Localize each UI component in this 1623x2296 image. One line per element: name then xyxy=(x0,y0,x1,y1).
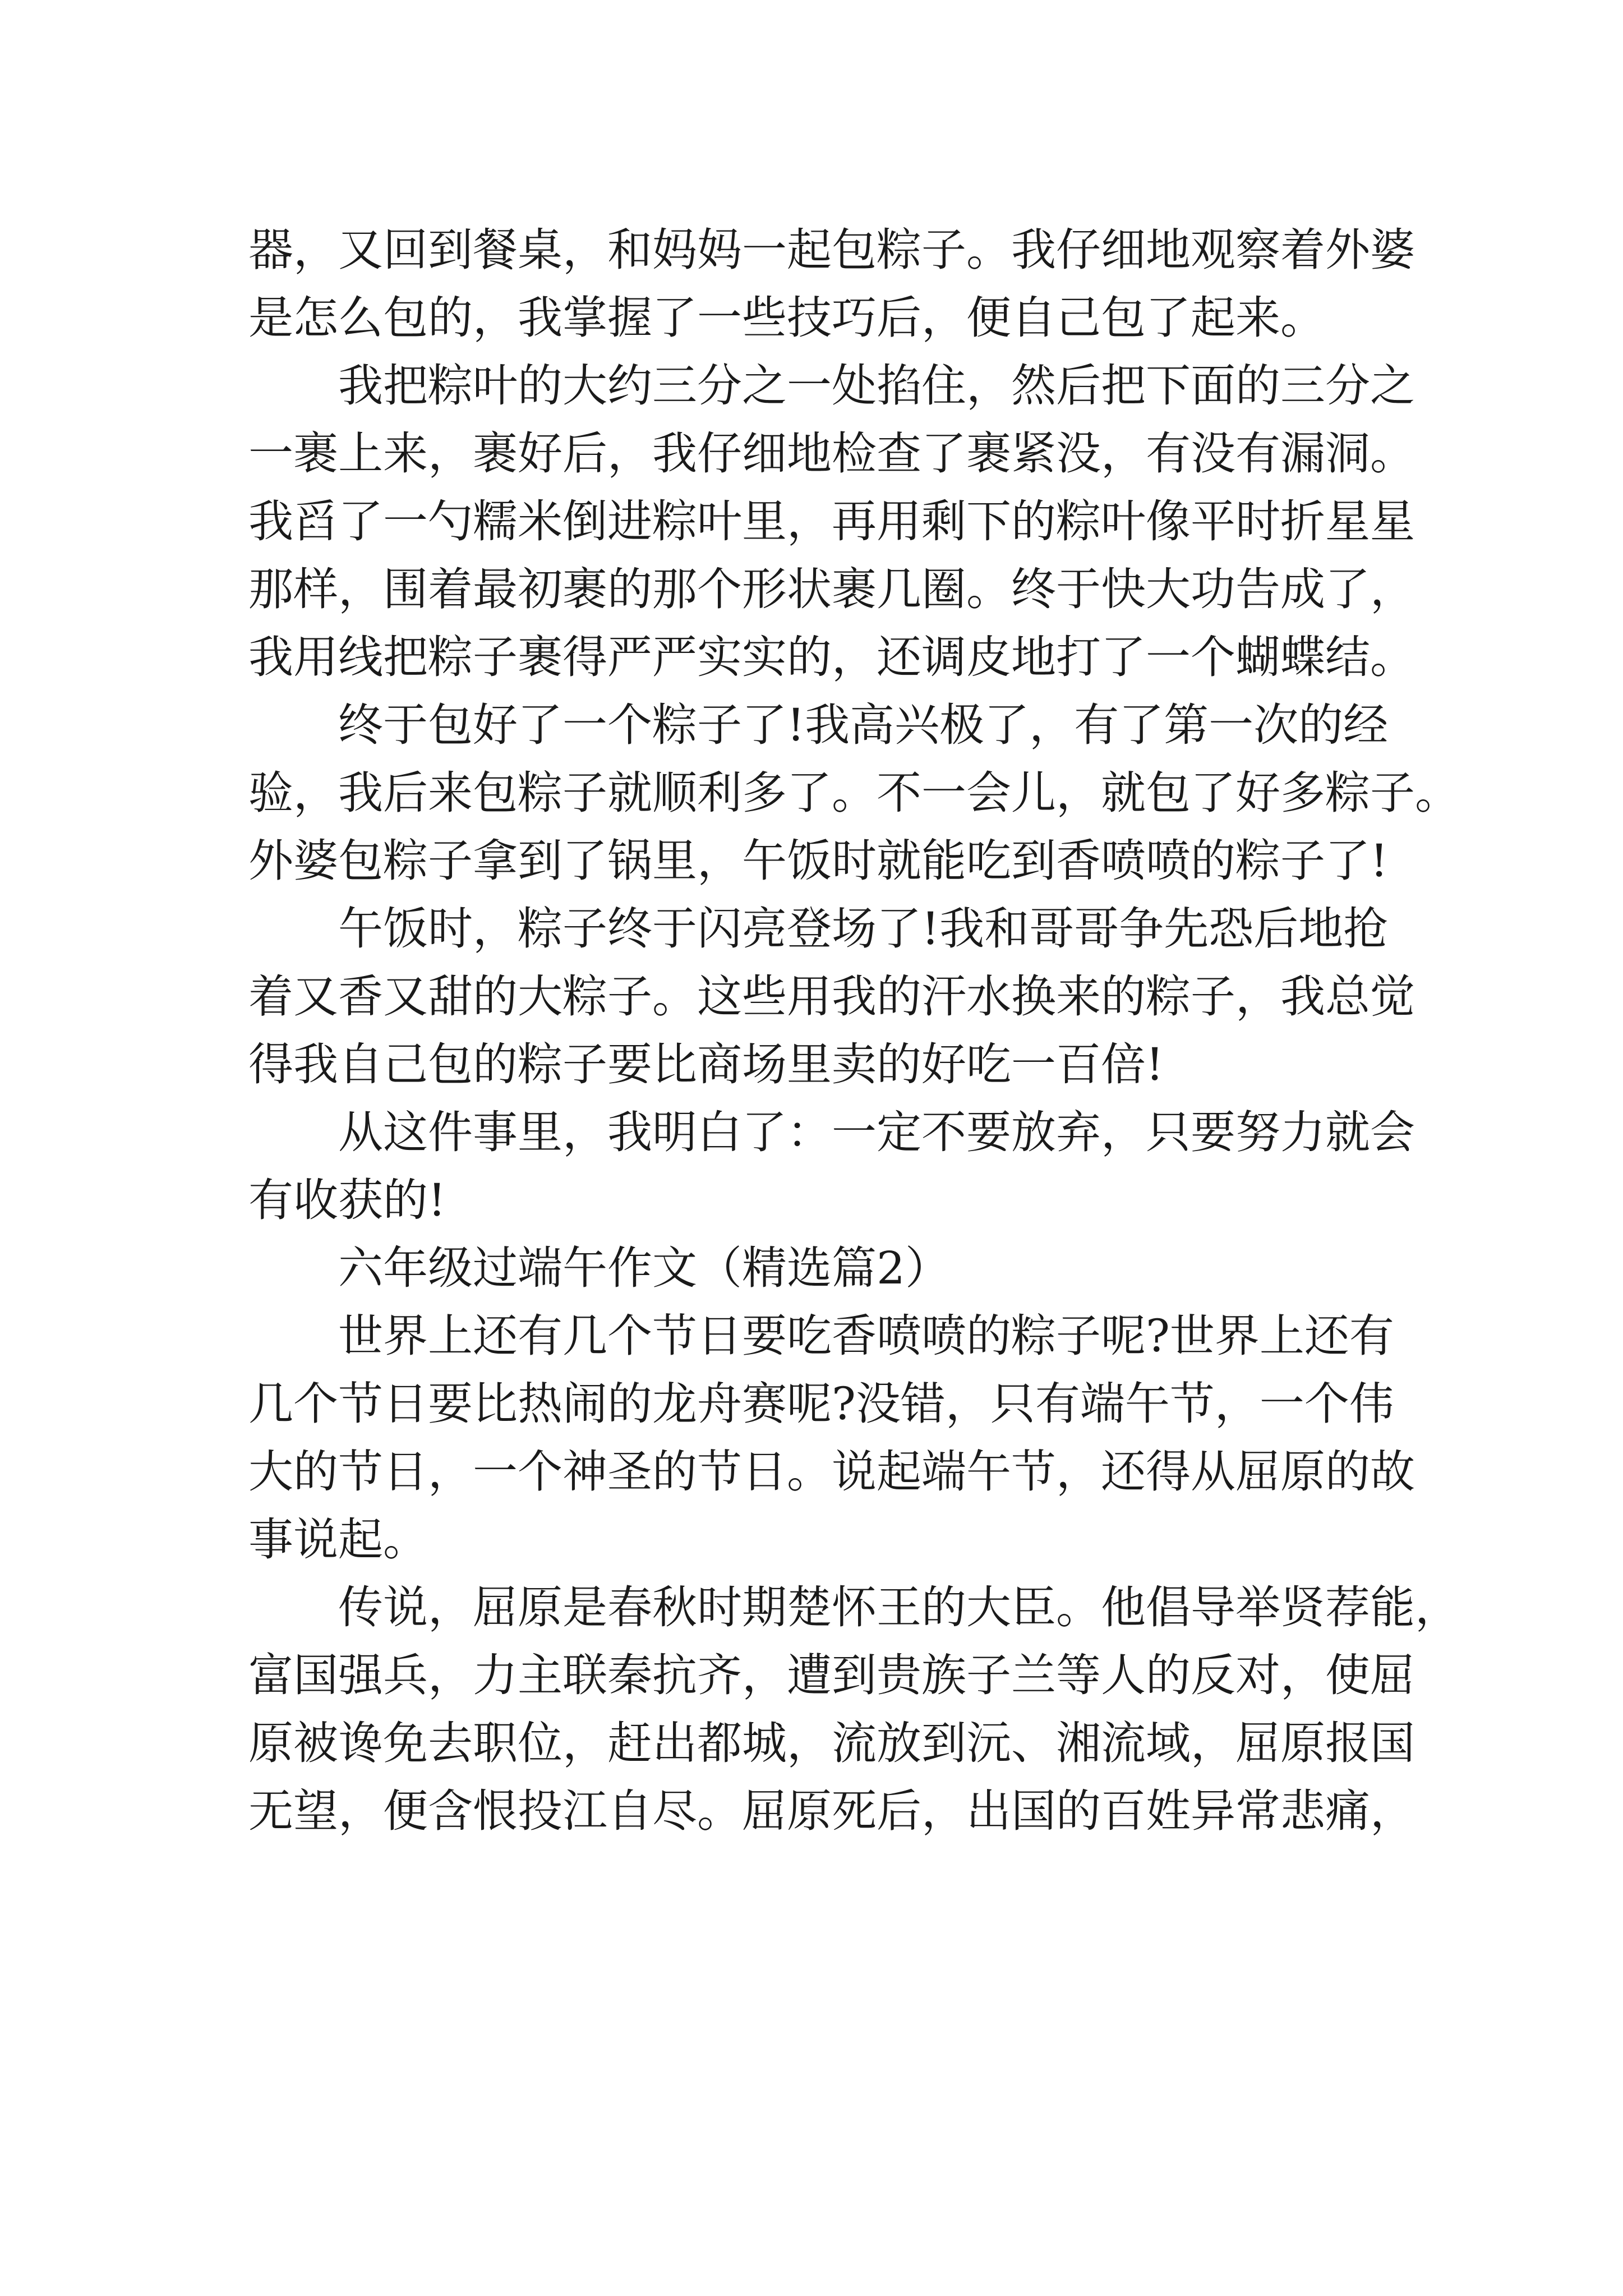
text-line: 着又香又甜的大粽子。这些用我的汗水换来的粽子，我总觉 xyxy=(248,970,1415,1023)
essay-body xyxy=(248,216,1460,1845)
paragraph-first-line: 终于包好了一个粽子了!我高兴极了，有了第一次的经 xyxy=(338,699,1389,751)
text-line: 外婆包粽子拿到了锅里，午饭时就能吃到香喷喷的粽子了! xyxy=(248,835,1389,887)
paragraph-first-line: 世界上还有几个节日要吃香喷喷的粽子呢?世界上还有 xyxy=(338,1310,1394,1362)
text-line: 验，我后来包粽子就顺利多了。不一会儿，就包了好多粽子。 xyxy=(248,767,1460,819)
paragraph-first-line: 午饭时，粽子终于闪亮登场了!我和哥哥争先恐后地抢 xyxy=(338,903,1389,955)
text-line: 事说起。 xyxy=(248,1513,428,1566)
text-line: 器，又回到餐桌，和妈妈一起包粽子。我仔细地观察着外婆 xyxy=(248,224,1415,276)
text-line: 富国强兵，力主联秦抗齐，遭到贵族子兰等人的反对，使屈 xyxy=(248,1649,1415,1701)
text-line: 大的节日，一个神圣的节日。说起端午节，还得从屈原的故 xyxy=(248,1446,1415,1498)
text-line: 原被谗免去职位，赶出都城，流放到沅、湘流域，屈原报国 xyxy=(248,1717,1415,1769)
paragraph-first-line: 传说，屈原是春秋时期楚怀王的大臣。他倡导举贤荐能， xyxy=(338,1581,1460,1634)
text-line: 那样，围着最初裹的那个形状裹几圈。终于快大功告成了， xyxy=(248,563,1415,615)
text-line: 是怎么包的，我掌握了一些技巧后，便自己包了起来。 xyxy=(248,292,1325,344)
text-line: 我舀了一勺糯米倒进粽叶里，再用剩下的粽叶像平时折星星 xyxy=(248,495,1415,547)
paragraph-first-line: 我把粽叶的大约三分之一处掐住，然后把下面的三分之 xyxy=(338,360,1415,412)
text-line: 一裹上来，裹好后，我仔细地检查了裹紧没，有没有漏洞。 xyxy=(248,427,1415,480)
paragraph-first-line: 从这件事里，我明白了：一定不要放弃，只要努力就会 xyxy=(338,1106,1415,1158)
text-line: 有收获的! xyxy=(248,1174,446,1226)
text-line: 得我自己包的粽子要比商场里卖的好吃一百倍! xyxy=(248,1038,1164,1091)
text-line: 几个节日要比热闹的龙舟赛呢?没错，只有端午节，一个伟 xyxy=(248,1378,1394,1430)
paragraph-first-line: 六年级过端午作文（精选篇2） xyxy=(338,1242,950,1294)
text-line: 无望，便含恨投江自尽。屈原死后，出国的百姓异常悲痛， xyxy=(248,1785,1415,1837)
text-line: 我用线把粽子裹得严严实实的，还调皮地打了一个蝴蝶结。 xyxy=(248,631,1415,683)
